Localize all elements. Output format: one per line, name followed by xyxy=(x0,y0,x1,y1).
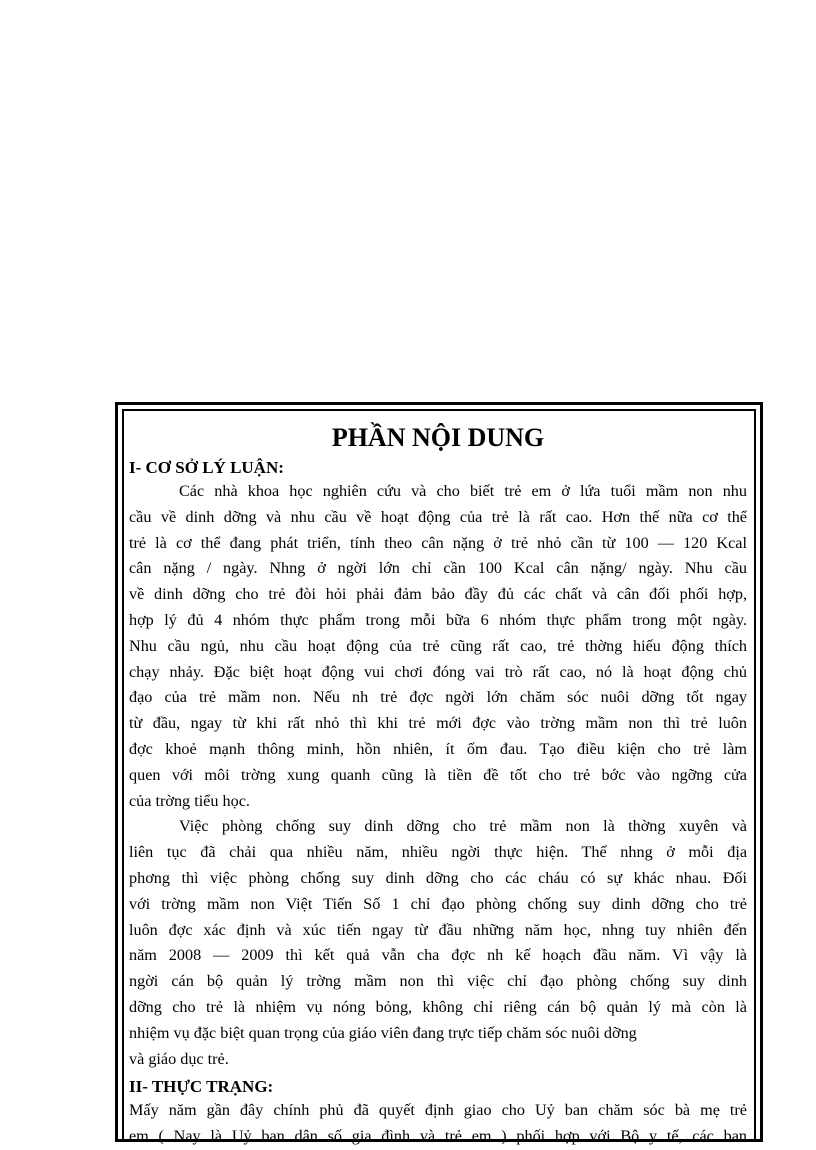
text-line: và giáo dục trẻ. xyxy=(129,1049,229,1068)
text-line: nhiệm vụ đặc biệt quan trọng của giáo viên đang trực tiếp chăm sóc nuôi dỡng xyxy=(129,1023,637,1042)
text-line: Các nhà khoa học nghiên cứu và cho biết trẻ em ở lứa tuổi mầm non nhu xyxy=(179,482,747,500)
document-content xyxy=(129,423,747,1150)
text-line: năm 2008 — 2009 thì kết quả vẫn cha đợc nh kế hoạch đầu năm. Vì vậy là xyxy=(129,946,747,965)
text-line: Mấy năm gần đây chính phủ đã quyết định giao cho Uỷ ban chăm sóc bà mẹ trẻ xyxy=(129,1101,747,1120)
text-line: đạo của trẻ mầm non. Nếu nh trẻ đợc ngời lớn chăm sóc nuôi dỡng tốt ngay xyxy=(129,688,747,707)
page-border-inner xyxy=(122,409,756,1146)
text-line: chạy nhảy. Đặc biệt hoạt động vui chơi đóng vai trò rất cao, nó là hoạt động chủ xyxy=(129,662,747,681)
text-line: liên tục đã chải qua nhiều năm, nhiều ngời thực hiện. Thế nhng ở mỗi địa xyxy=(129,843,747,862)
text-line: Nhu cầu ngủ, nhu cầu hoạt động của trẻ cũng rất cao, trẻ thờng hiếu động thích xyxy=(129,636,747,655)
page-border-outer xyxy=(115,402,763,1146)
text-line: phơng thì việc phòng chống suy dinh dỡng cho các cháu có sự khác nhau. Đối xyxy=(129,868,747,887)
text-line: với trờng mầm non Việt Tiến Số 1 chỉ đạo phòng chống suy dinh dỡng cho trẻ xyxy=(129,894,747,913)
text-line: cân nặng / ngày. Nhng ở ngời lớn chỉ cần 100 Kcal cân nặng/ ngày. Nhu cầu xyxy=(129,559,747,578)
section-heading-theory: I- CƠ SỞ LÝ LUẬN: xyxy=(129,458,284,477)
text-line: quen với môi trờng xung quanh cũng là tiền đề tốt cho trẻ bớc vào ngỡng cửa xyxy=(129,765,747,784)
text-line: trẻ là cơ thể đang phát triển, tính theo cân nặng ở trẻ nhỏ cần từ 100 — 120 Kcal xyxy=(129,533,747,552)
text-line: luôn đợc xác định và xúc tiến ngay từ đầu những năm học, nhng tuy nhiên đến xyxy=(129,920,747,939)
paragraph-theory-2 xyxy=(129,814,747,1072)
text-line: Việc phòng chống suy dinh dỡng cho trẻ mầm non là thờng xuyên và xyxy=(179,817,747,836)
text-line: về dinh dỡng cho trẻ đòi hỏi phải đảm bảo đầy đủ các chất và cân đối phối hợp, xyxy=(129,585,747,604)
text-line: hợp lý đủ 4 nhóm thực phẩm trong mỗi bữa 6 nhóm thực phẩm trong một ngày. xyxy=(129,610,747,629)
text-line: dỡng cho trẻ là nhiệm vụ nóng bỏng, không chỉ riêng cán bộ quản lý mà còn là xyxy=(129,997,747,1016)
text-line: từ đầu, ngay từ khi rất nhỏ thì khi trẻ mới đợc vào trờng mầm non thì trẻ luôn xyxy=(129,714,747,733)
text-line: của trờng tiểu học. xyxy=(129,791,250,810)
text-line: ngời cán bộ quản lý trờng mầm non thì việc chỉ đạo phòng chống suy dinh xyxy=(129,972,747,991)
text-line: cầu về dinh dỡng và nhu cầu về hoạt động của trẻ là rất cao. Hơn thế nữa cơ thể xyxy=(129,507,747,526)
paragraph-theory-1 xyxy=(129,479,747,814)
page-title: PHẦN NỘI DUNG xyxy=(331,423,545,452)
paragraph-status-1 xyxy=(129,1098,747,1150)
section-heading-status: II- THỰC TRẠNG: xyxy=(129,1077,274,1097)
text-line: em ( Nay là Uỷ ban dân số gia đình và trẻ em ) phối hợp với Bộ y tế, các ban xyxy=(129,1127,747,1146)
text-line: đợc khoẻ mạnh thông minh, hồn nhiên, ít ốm đau. Tạo điều kiện cho trẻ làm xyxy=(129,739,747,758)
